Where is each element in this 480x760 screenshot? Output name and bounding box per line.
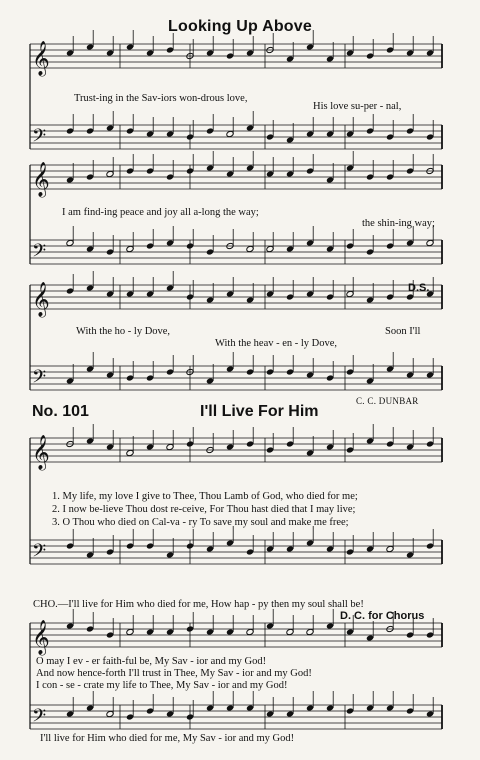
treble-clef-icon: 𝄞 [32,41,50,76]
treble-clef-icon: 𝄞 [32,620,50,655]
hymn1-lyric-6: Soon I'll [385,326,421,337]
bass-clef-icon: 𝄢 [32,541,47,566]
hymn1-lyric-1: Trust-ing in the Sav-iors won-drous love, [74,93,248,104]
hymn1-lyric-5: With the ho - ly Dove, [76,326,171,337]
treble-clef-icon: 𝄞 [32,435,50,470]
hymn-number: No. 101 [32,403,89,420]
hymn1-lyric-7: With the heav - en - ly Dove, [215,338,338,349]
chorus-line: CHO.—I'll live for Him who died for me, How hap - py then my soul shall be! [33,599,364,610]
verse-end-line-3: I con - se - crate my life to Thee, My Sav - ior and my God! [36,680,288,691]
bass-clef-icon: 𝄢 [32,706,47,731]
author: C. C. DUNBAR [356,396,419,406]
bass-clef-icon: 𝄢 [32,367,47,392]
verse-line-1: 1. My life, my love I give to Thee, Thou Lamb of God, who died for me; [52,491,358,502]
treble-clef-icon: 𝄞 [32,162,50,197]
hymn1-lyric-3: I am find-ing peace and joy all a-long the way; [62,207,259,218]
dc-mark: D. C. for Chorus [340,610,425,622]
verse-end-line-2: And now hence-forth I'll trust in Thee, My Sav - ior and my God! [36,668,312,679]
verse-end-line-1: O may I ev - er faith-ful be, My Sav - ior and my God! [36,656,267,667]
hymn2-title: I'll Live For Him [200,403,319,420]
verse-line-3: 3. O Thou who died on Cal-va - ry To save my soul and make me free; [52,517,349,528]
hymn1-lyric-2: His love su-per - nal, [313,101,402,112]
refrain-line: I'll live for Him who died for me, My Sav - ior and my God! [40,733,295,744]
verse-line-2: 2. I now be-lieve Thou dost re-ceive, For Thou hast died that I may live; [52,504,356,515]
treble-clef-icon: 𝄞 [32,282,50,317]
ds-mark: D.S. [408,282,430,294]
hymn1-title: Looking Up Above [168,18,312,35]
bass-clef-icon: 𝄢 [32,126,47,151]
bass-clef-icon: 𝄢 [32,241,47,266]
hymn1-lyric-4: the shin-ing way; [362,218,435,229]
